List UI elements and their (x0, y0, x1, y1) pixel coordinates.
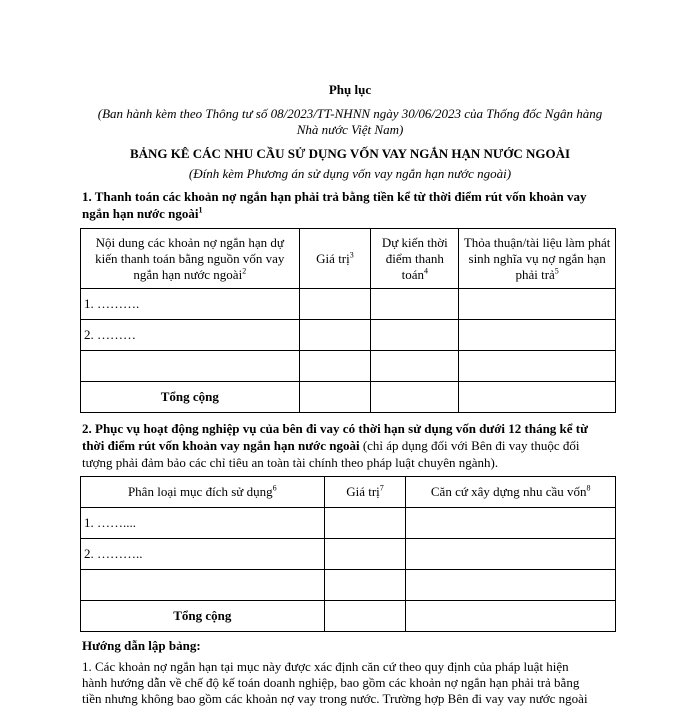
attachment-note: (Đính kèm Phương án sử dụng vốn vay ngắn hạn nước ngoài) (188, 166, 512, 181)
table-row (81, 539, 616, 570)
section1-table (80, 228, 616, 413)
section1-heading-line2: ngắn hạn nước ngoài$^1$ (82, 205, 203, 221)
table-header-row (81, 477, 616, 508)
table-row (81, 351, 616, 382)
issuance-note-line1: (Ban hành kèm theo Thông tư số 08/2023/TT-NHNN ngày 30/06/2023 của Thống đốc Ngân hàng (97, 106, 603, 121)
table-row (81, 289, 616, 320)
total-label: Tổng cộng (81, 601, 325, 632)
guide-line1: 1. Các khoản nợ ngắn hạn tại mục này được xác định căn cứ theo quy định của pháp luật hiện (82, 659, 569, 674)
document-main-title: BẢNG KÊ CÁC NHU CẦU SỬ DỤNG VỐN VAY NGẮN HẠN NƯỚC NGOÀI (129, 146, 571, 161)
column-header-content: Nội dung các khoản nợ ngắn hạn dự kiến thanh toán bằng nguồn vốn vay ngắn hạn nước ngoài$^2$ (81, 229, 300, 289)
section2-table (80, 476, 616, 632)
guide-line2: hành hướng dẫn về chế độ kế toán doanh nghiệp, bao gồm các khoản nợ ngắn hạn phải trả bằng (82, 675, 580, 690)
row-label: 1. …….... (81, 508, 325, 539)
appendix-title: Phụ lục (328, 82, 372, 97)
column-header-agreement: Thỏa thuận/tài liệu làm phát sinh nghĩa vụ nợ ngắn hạn phải trả$^5$ (459, 229, 616, 289)
table-row (81, 508, 616, 539)
total-label: Tổng cộng (81, 382, 300, 413)
table-row (81, 570, 616, 601)
row-label: 2. ……….. (81, 539, 325, 570)
table-total-row (81, 382, 616, 413)
column-header-basis: Căn cứ xây dựng nhu cầu vốn$^8$ (406, 477, 616, 508)
guide-heading: Hướng dẫn lập bảng: (82, 638, 201, 653)
table-header-row (81, 229, 616, 289)
column-header-value: Giá trị$^3$ (299, 229, 371, 289)
row-label: 2. ……… (81, 320, 300, 351)
table-total-row (81, 601, 616, 632)
issuance-note-line2: Nhà nước Việt Nam) (296, 122, 404, 137)
section2-heading-line3: tượng phải đảm bảo các chỉ tiêu an toàn tài chính theo pháp luật chuyên ngành). (82, 455, 499, 470)
table-row (81, 320, 616, 351)
guide-line3: tiền nhưng không bao gồm các khoản nợ vay trong nước. Trường hợp Bên đi vay vay nước ngoài (82, 691, 588, 706)
section2-heading-line2: thời điểm rút vốn khoản vay ngắn hạn nước ngoài (chỉ áp dụng đối với Bên đi vay thuộc đối (82, 438, 580, 453)
column-header-purpose: Phân loại mục đích sử dụng$^6$ (81, 477, 325, 508)
row-label: 1. ………. (81, 289, 300, 320)
column-header-value: Giá trị$^7$ (324, 477, 406, 508)
section2-heading-line1: 2. Phục vụ hoạt động nghiệp vụ của bên đi vay có thời hạn sử dụng vốn dưới 12 tháng kể từ (82, 421, 588, 436)
column-header-payment-time: Dự kiến thời điểm thanh toán$^4$ (371, 229, 459, 289)
section1-heading-line1: 1. Thanh toán các khoản nợ ngắn hạn phải trả bằng tiền kể từ thời điểm rút vốn khoản vay (82, 189, 587, 204)
